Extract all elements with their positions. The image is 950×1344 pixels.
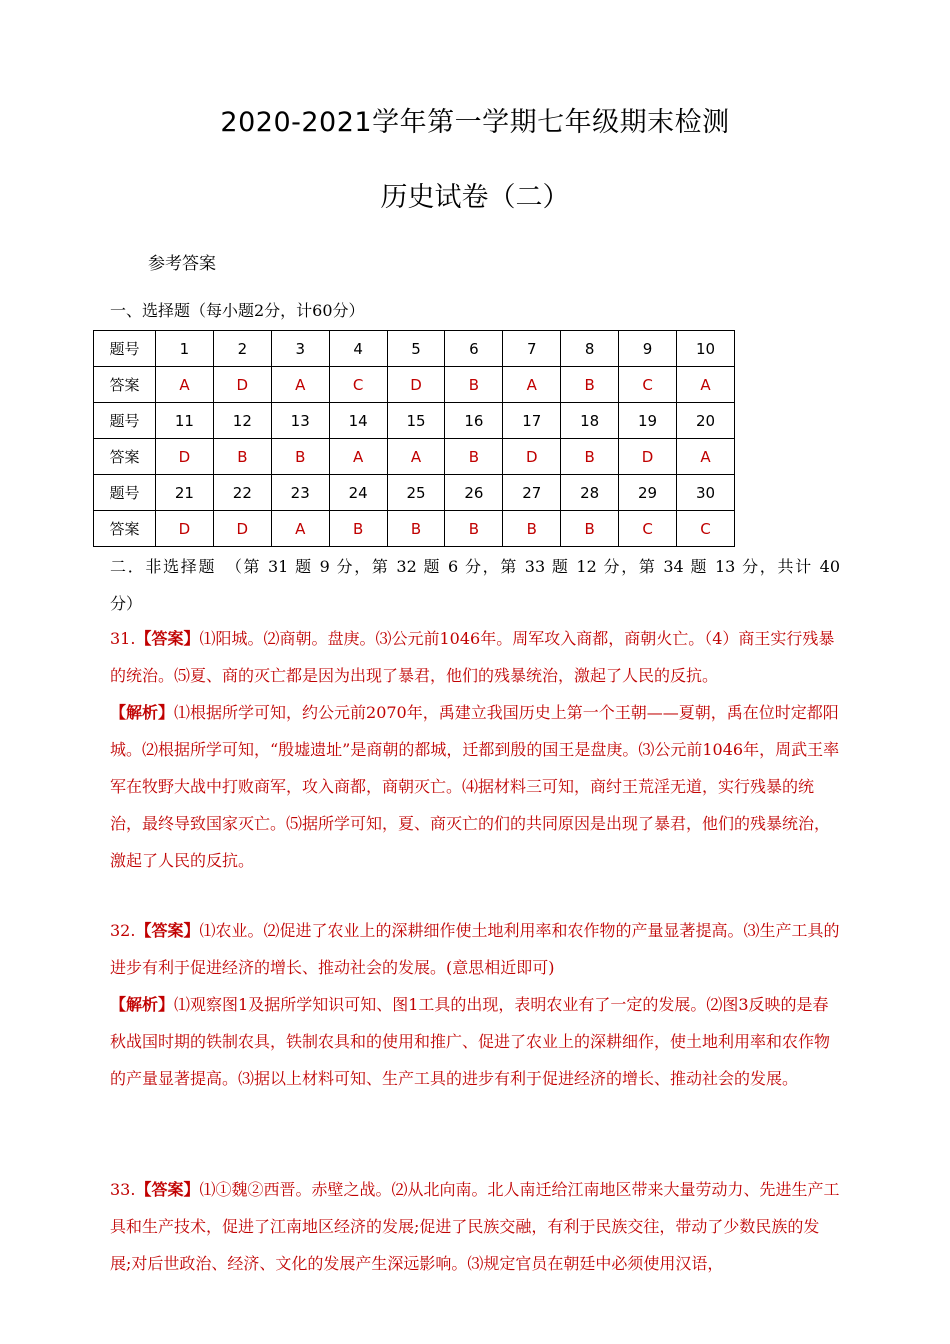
q33-answer-tag: 【答案】 (135, 1180, 200, 1199)
question-number-cell: 24 (329, 475, 387, 511)
question-number-cell: 11 (156, 403, 214, 439)
answer-cell: A (329, 439, 387, 475)
section1-heading: 一、选择题（每小题2分，计60分） (110, 301, 365, 320)
row-label-number: 题号 (94, 475, 156, 511)
q32-answer-text: ⑴农业。⑵促进了农业上的深耕细作使土地利用率和农作物的产量显著提高。⑶生产工具的进步有利于促进经济的增长、推动社会的发展。(意思相近即可) (110, 921, 840, 977)
row-label-answer: 答案 (94, 439, 156, 475)
row-label-answer: 答案 (94, 367, 156, 403)
question-number-cell: 10 (677, 331, 735, 367)
row-label-number: 题号 (94, 331, 156, 367)
question-number-cell: 26 (445, 475, 503, 511)
question-number-cell: 29 (619, 475, 677, 511)
answer-cell: C (619, 367, 677, 403)
question-number-cell: 9 (619, 331, 677, 367)
reference-answer-label: 参考答案 (148, 254, 216, 274)
document-title: 2020-2021学年第一学期七年级期末检测 (220, 107, 730, 138)
answer-cell: C (619, 511, 677, 547)
answer-cell: D (213, 511, 271, 547)
question-number-cell: 17 (503, 403, 561, 439)
question-number-cell: 13 (271, 403, 329, 439)
question-number-cell: 20 (677, 403, 735, 439)
answer-cell: B (213, 439, 271, 475)
q32-analysis-text: ⑴观察图1及据所学知识可知、图1工具的出现，表明农业有了一定的发展。⑵图3反映的是春秋战国时期的铁制农具，铁制农具和的使用和推广、促进了农业上的深耕细作，使土地利用率和农作物的产量显著提高。⑶据以上材料可知、生产工具的进步有利于促进经济的增长、推动社会的发展。 (110, 995, 831, 1088)
answer-cell: D (156, 511, 214, 547)
answer-cell: D (156, 439, 214, 475)
q31-analysis (110, 694, 840, 879)
answer-cell: A (677, 367, 735, 403)
question-32 (110, 912, 840, 1097)
answer-cell: A (387, 439, 445, 475)
answer-cell: D (213, 367, 271, 403)
answer-cell: A (156, 367, 214, 403)
question-31 (110, 620, 840, 879)
question-number-cell: 16 (445, 403, 503, 439)
q31-number: 31. (110, 629, 136, 648)
answer-cell: C (677, 511, 735, 547)
question-number-cell: 23 (271, 475, 329, 511)
q32-number: 32. (110, 921, 136, 940)
question-number-cell: 19 (619, 403, 677, 439)
answer-cell: B (445, 511, 503, 547)
question-number-cell: 14 (329, 403, 387, 439)
q33-answer-text: ⑴①魏②西晋。赤壁之战。⑵从北向南。北人南迁给江南地区带来大量劳动力、先进生产工具和生产技术，促进了江南地区经济的发展;促进了民族交融，有利于民族交往，带动了少数民族的发展;对后世政治、经济、文化的发展产生深远影响。⑶规定官员在朝廷中必须使用汉语， (110, 1180, 840, 1273)
question-number-cell: 2 (213, 331, 271, 367)
answer-cell: B (445, 367, 503, 403)
answer-cell: B (271, 439, 329, 475)
question-number-cell: 8 (561, 331, 619, 367)
answer-table (93, 330, 735, 547)
answer-cell: B (503, 511, 561, 547)
answer-cell: D (387, 367, 445, 403)
answer-cell: A (271, 367, 329, 403)
q31-analysis-text: ⑴根据所学可知，约公元前2070年，禹建立我国历史上第一个王朝——夏朝，禹在位时定都阳城。⑵根据所学可知，“殷墟遗址”是商朝的都城，迁都到殷的国王是盘庚。⑶公元前1046年，周武王率军在牧野大战中打败商军，攻入商都，商朝灭亡。⑷据材料三可知，商纣王荒淫无道，实行残暴的统治，最终导致国家灭亡。⑸据所学可知，夏、商灭亡的们的共同原因是出现了暴君，他们的残暴统治，激起了人民的反抗。 (110, 703, 840, 870)
question-number-cell: 15 (387, 403, 445, 439)
document-subtitle: 历史试卷（二） (380, 182, 570, 213)
answer-cell: D (503, 439, 561, 475)
q32-answer-tag: 【答案】 (135, 921, 200, 940)
answer-cell: B (387, 511, 445, 547)
number-row (94, 403, 735, 439)
q31-answer-tag: 【答案】 (135, 629, 200, 648)
q31-answer-text: ⑴阳城。⑵商朝。盘庚。⑶公元前1046年。周军攻入商都，商朝火亡。（4）商王实行残暴的统治。⑸夏、商的灭亡都是因为出现了暴君，他们的残暴统治，激起了人民的反抗。 (110, 629, 835, 685)
answer-cell: A (503, 367, 561, 403)
answer-cell: B (561, 511, 619, 547)
question-number-cell: 6 (445, 331, 503, 367)
section2-heading-cont: 分） (110, 594, 143, 613)
question-number-cell: 3 (271, 331, 329, 367)
answer-cell: A (271, 511, 329, 547)
q31-answer (110, 620, 840, 694)
q33-answer (110, 1171, 840, 1282)
answer-cell: B (561, 367, 619, 403)
row-label-answer: 答案 (94, 511, 156, 547)
question-33 (110, 1171, 840, 1282)
question-number-cell: 5 (387, 331, 445, 367)
q33-number: 33. (110, 1180, 136, 1199)
answer-cell: B (329, 511, 387, 547)
q32-answer (110, 912, 840, 986)
question-number-cell: 1 (156, 331, 214, 367)
number-row (94, 475, 735, 511)
row-label-number: 题号 (94, 403, 156, 439)
answer-cell: A (677, 439, 735, 475)
question-number-cell: 18 (561, 403, 619, 439)
answer-row (94, 367, 735, 403)
number-row (94, 331, 735, 367)
answer-cell: C (329, 367, 387, 403)
question-number-cell: 25 (387, 475, 445, 511)
q31-analysis-tag: 【解析】 (110, 703, 175, 722)
q32-analysis-tag: 【解析】 (110, 995, 175, 1014)
q32-analysis (110, 986, 840, 1097)
answer-cell: D (619, 439, 677, 475)
section2-heading: 二．非选择题 （第 31 题 9 分，第 32 题 6 分，第 33 题 12 分，第 34 题 13 分，共计 40 (110, 557, 840, 576)
question-number-cell: 27 (503, 475, 561, 511)
question-number-cell: 7 (503, 331, 561, 367)
answer-cell: B (445, 439, 503, 475)
question-number-cell: 12 (213, 403, 271, 439)
question-number-cell: 4 (329, 331, 387, 367)
answer-cell: B (561, 439, 619, 475)
question-number-cell: 21 (156, 475, 214, 511)
question-number-cell: 30 (677, 475, 735, 511)
question-number-cell: 22 (213, 475, 271, 511)
answer-row (94, 511, 735, 547)
question-number-cell: 28 (561, 475, 619, 511)
answer-row (94, 439, 735, 475)
